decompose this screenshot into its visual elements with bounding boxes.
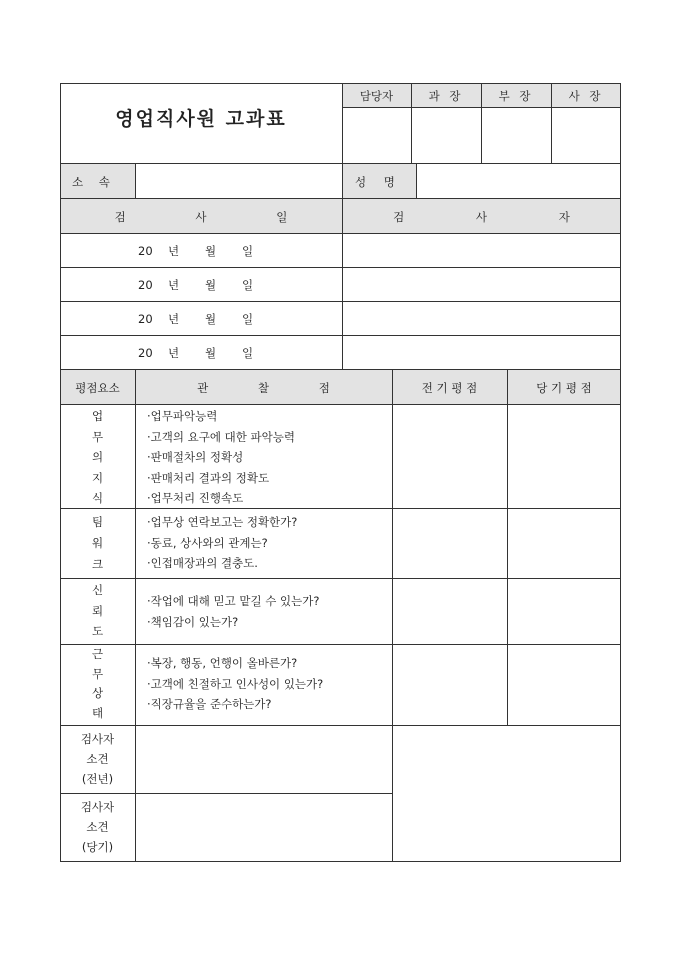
criteria-items <box>147 591 319 632</box>
text-line: 상 <box>91 686 104 700</box>
text-line: 의 <box>91 450 104 464</box>
text-line: 년 <box>168 312 180 326</box>
inspector-field[interactable] <box>343 268 620 300</box>
text-line: ·업무상 연락보고는 정확한가? <box>147 515 298 529</box>
date-row <box>138 311 253 327</box>
affiliation-label: 소 속 <box>72 175 110 189</box>
factor-header: 평점요소 <box>75 381 120 395</box>
line <box>620 83 621 862</box>
text-line: 신 <box>91 583 104 597</box>
text-line: 20 <box>138 312 153 326</box>
text-line: ·직장규율을 준수하는가? <box>147 697 272 711</box>
text-line: 무 <box>91 666 104 681</box>
text-line: ·업무파악능력 <box>147 409 218 423</box>
name-label: 성 명 <box>355 175 395 189</box>
text-line: 크 <box>91 557 104 571</box>
prev-score-cell[interactable] <box>393 509 506 577</box>
text-line: 20 <box>138 244 153 258</box>
category-reliability <box>60 580 135 642</box>
opinion-curr-field[interactable] <box>136 794 391 860</box>
approval-staff-box[interactable] <box>343 108 410 162</box>
prev-score-cell[interactable] <box>393 579 506 643</box>
criteria-items <box>147 653 323 715</box>
text-line: ·인접매장과의 결충도. <box>147 556 258 570</box>
opinion-curr-label <box>60 797 135 857</box>
curr-score-cell[interactable] <box>508 405 620 507</box>
date-row <box>138 243 253 259</box>
text-line: 월 <box>205 278 217 292</box>
opinion-score-field[interactable] <box>393 726 620 860</box>
category-attitude <box>60 645 135 723</box>
text-line: 소견 <box>86 752 109 766</box>
category-teamwork <box>60 512 135 575</box>
text-line: 무 <box>91 429 104 444</box>
category-job-knowledge <box>60 406 135 509</box>
approval-president-box[interactable] <box>552 108 620 162</box>
curr-score-cell[interactable] <box>508 579 620 643</box>
text-line: ·작업에 대해 믿고 맡길 수 있는가? <box>147 594 320 608</box>
text-line: 뢰 <box>91 603 104 618</box>
affiliation-field[interactable] <box>136 164 341 197</box>
inspection-date-header: 검 사 일 <box>114 210 288 224</box>
line <box>60 198 621 199</box>
text-line: (전년) <box>81 772 114 786</box>
text-line: 일 <box>242 278 254 292</box>
text-line: 팀 <box>91 515 104 529</box>
opinion-prev-field[interactable] <box>136 726 391 792</box>
line <box>60 369 621 370</box>
text-line: 20 <box>138 346 153 360</box>
date-row <box>138 277 253 293</box>
text-line: 일 <box>242 312 254 326</box>
text-line: ·복장, 행동, 언행이 올바른가? <box>147 656 298 670</box>
text-line: 지 <box>91 470 104 485</box>
text-line: ·고객의 요구에 대한 파악능력 <box>147 429 295 444</box>
observation-header: 관 찰 점 <box>197 381 330 395</box>
inspector-field[interactable] <box>343 302 620 334</box>
text-line: ·고객에 친절하고 인사성이 있는가? <box>147 676 324 691</box>
criteria-items <box>147 406 295 509</box>
approval-manager-box[interactable] <box>412 108 480 162</box>
text-line: 소견 <box>86 820 109 834</box>
approval-manager-label: 과 장 <box>428 89 464 103</box>
text-line: ·판매절차의 정확성 <box>147 450 244 464</box>
curr-score-header: 당 기 평 점 <box>536 381 592 395</box>
date-row <box>138 345 253 361</box>
prev-score-cell[interactable] <box>393 405 506 507</box>
approval-staff-label: 담당자 <box>359 89 394 103</box>
text-line: ·판매처리 결과의 정확도 <box>147 470 270 485</box>
inspector-header: 검 사 자 <box>393 210 570 224</box>
curr-score-cell[interactable] <box>508 645 620 724</box>
text-line: 태 <box>91 705 104 720</box>
text-line: 워 <box>91 536 104 550</box>
text-line: 20 <box>138 278 153 292</box>
text-line: 월 <box>205 312 217 326</box>
text-line: 검사자 <box>80 800 115 814</box>
approval-deputy-box[interactable] <box>482 108 550 162</box>
approval-president-label: 사 장 <box>568 89 604 103</box>
text-line: 검사자 <box>80 732 115 746</box>
inspector-field[interactable] <box>343 336 620 368</box>
text-line: 월 <box>205 244 217 258</box>
criteria-items <box>147 512 297 574</box>
line <box>60 861 621 862</box>
text-line: 업 <box>91 409 104 423</box>
text-line: 일 <box>242 346 254 360</box>
name-field[interactable] <box>417 164 620 197</box>
text-line: 년 <box>168 346 180 360</box>
text-line: ·동료, 상사와의 관계는? <box>147 535 268 550</box>
text-line: ·업무처리 진행속도 <box>147 491 244 505</box>
curr-score-cell[interactable] <box>508 509 620 577</box>
text-line: 월 <box>205 346 217 360</box>
inspector-field[interactable] <box>343 234 620 266</box>
opinion-prev-label <box>60 729 135 789</box>
text-line: 식 <box>91 491 104 505</box>
text-line: 도 <box>91 624 104 638</box>
approval-deputy-label: 부 장 <box>498 89 534 103</box>
text-line: 년 <box>168 278 180 292</box>
line <box>60 83 621 84</box>
text-line: 근 <box>91 647 104 661</box>
text-line: (당기) <box>81 840 114 854</box>
text-line: 년 <box>168 244 180 258</box>
text-line: 일 <box>242 244 254 258</box>
form-title: 영업직사원 고과표 <box>115 108 287 130</box>
prev-score-header: 전 기 평 점 <box>421 381 478 395</box>
prev-score-cell[interactable] <box>393 645 506 724</box>
text-line: ·책임감이 있는가? <box>147 614 239 629</box>
